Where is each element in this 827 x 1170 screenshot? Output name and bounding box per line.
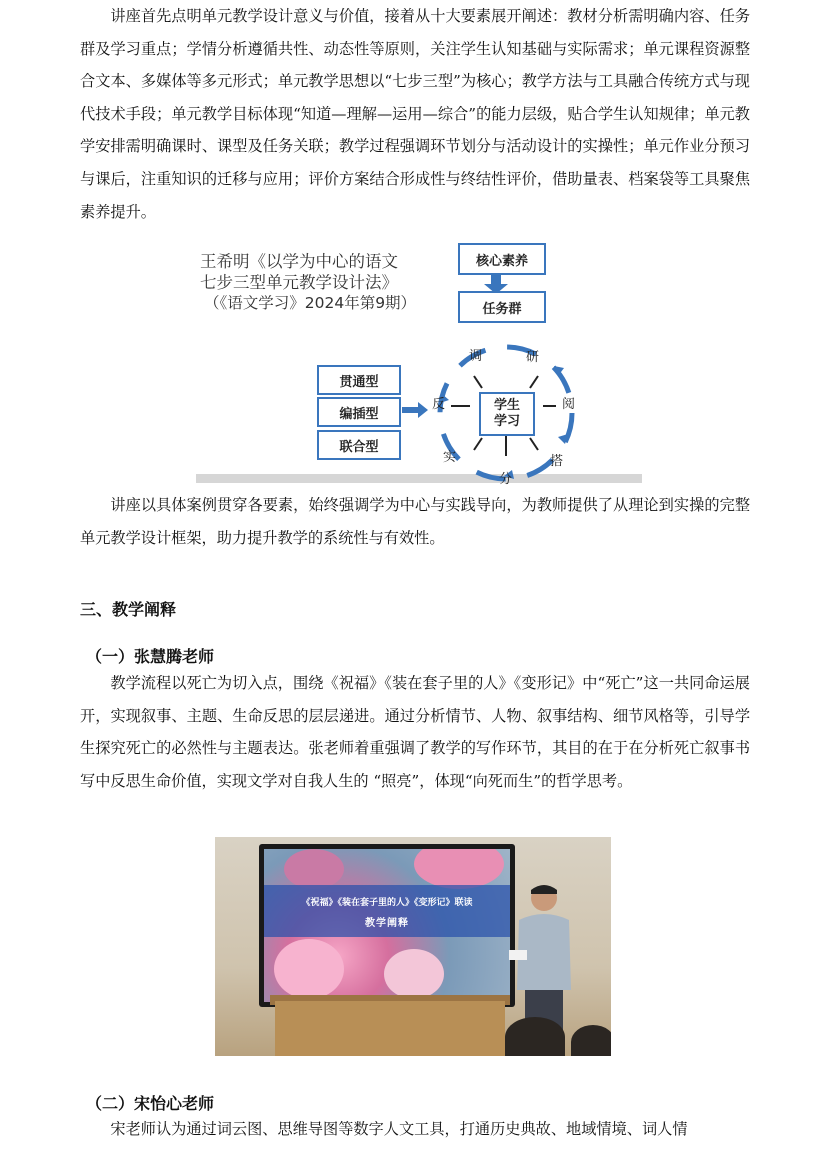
center-line1: 学生 — [493, 398, 520, 413]
subsection-heading-1: （一）张慧腾老师 — [86, 647, 215, 666]
diagram-arrows — [196, 238, 646, 488]
cycle-label-da: 搭 — [550, 454, 564, 469]
left-arrow-icon — [402, 402, 428, 418]
slide-subtitle: 教学阐释 — [365, 918, 409, 929]
diagram-caption-line2: 七步三型单元教学设计法》 — [200, 273, 398, 292]
intro-paragraph: 讲座首先点明单元教学设计意义与价值，接着从十大要素展开阐述：教材分析需明确内容、任务群及学习重点；学情分析遵循共性、动态性等原则，关注学生认知基础与实际需求；单元课程资源整合文本、多媒体等多元形式；单元教学思想以“七步三型”为核心；教学方法与工具融合传统方式与现代技术手段；单元教学目标体现“知道—理解—运用—综合”的能力层级，贴合学生认知规律；单元教学安排需明确课时、课型及任务关联；教学过程强调环节划分与活动设计的实操性；单元作业分预习与课后，注重知识的迁移与应用；评价方案结合形成性与终结性评价，借助量表、档案袋等工具聚焦素养提升。 — [80, 7, 750, 221]
zhang-paragraph: 教学流程以死亡为切入点，围绕《祝福》《装在套子里的人》《变形记》中“死亡”这一共同命运展开，实现叙事、主题、生命反思的层层递进。通过分析情节、人物、叙事结构、细节风格等，引导学生探究死亡的必然性与主题表达。张老师着重强调了教学的写作环节，其目的在于在分析死亡叙事书写中反思生命价值，实现文学对自我人生的 “照亮”，体现“向死而生”的哲学思考。 — [80, 674, 750, 790]
cycle-label-tiao: 调 — [469, 349, 483, 364]
section-heading: 三、教学阐释 — [80, 600, 177, 619]
type-box-lianhe: 联合型 — [317, 430, 401, 460]
diagram-caption-line1: 王希明《以学为中心的语文 — [200, 252, 398, 271]
lecture-photo — [215, 837, 611, 1056]
box-core-literacy: 核心素养 — [458, 243, 546, 275]
cycle-label-yue: 阅 — [562, 397, 576, 412]
subsection-heading-2: （二）宋怡心老师 — [86, 1094, 215, 1113]
summary-paragraph: 讲座以具体案例贯穿各要素，始终强调学为中心与实践导向，为教师提供了从理论到实操的完整单元教学设计框架，助力提升教学的系统性与有效性。 — [80, 496, 750, 547]
slide-title: 《祝福》《装在套子里的人》《变形记》联读 — [301, 898, 473, 908]
cycle-label-shi: 实 — [443, 450, 457, 465]
type-box-guantong: 贯通型 — [317, 365, 401, 395]
projector-screen — [259, 844, 515, 1007]
cycle-label-yan: 研 — [526, 350, 540, 365]
seven-step-diagram — [196, 238, 646, 488]
box-student-learning — [479, 392, 535, 436]
song-paragraph: 宋老师认为通过词云图、思维导图等数字人文工具，打通历史典故、地域情境、词人情 — [110, 1120, 688, 1138]
podium — [275, 1001, 505, 1056]
slide-band — [264, 885, 510, 937]
center-line2: 学习 — [493, 414, 520, 429]
type-box-bianchan: 编插型 — [317, 397, 401, 427]
cycle-label-fen: 分 — [499, 472, 513, 487]
box-task-group: 任务群 — [458, 291, 546, 323]
diagram-caption-line3: （《语文学习》2024年第9期） — [204, 294, 417, 312]
cycle-label-fan: 反 — [432, 397, 446, 412]
